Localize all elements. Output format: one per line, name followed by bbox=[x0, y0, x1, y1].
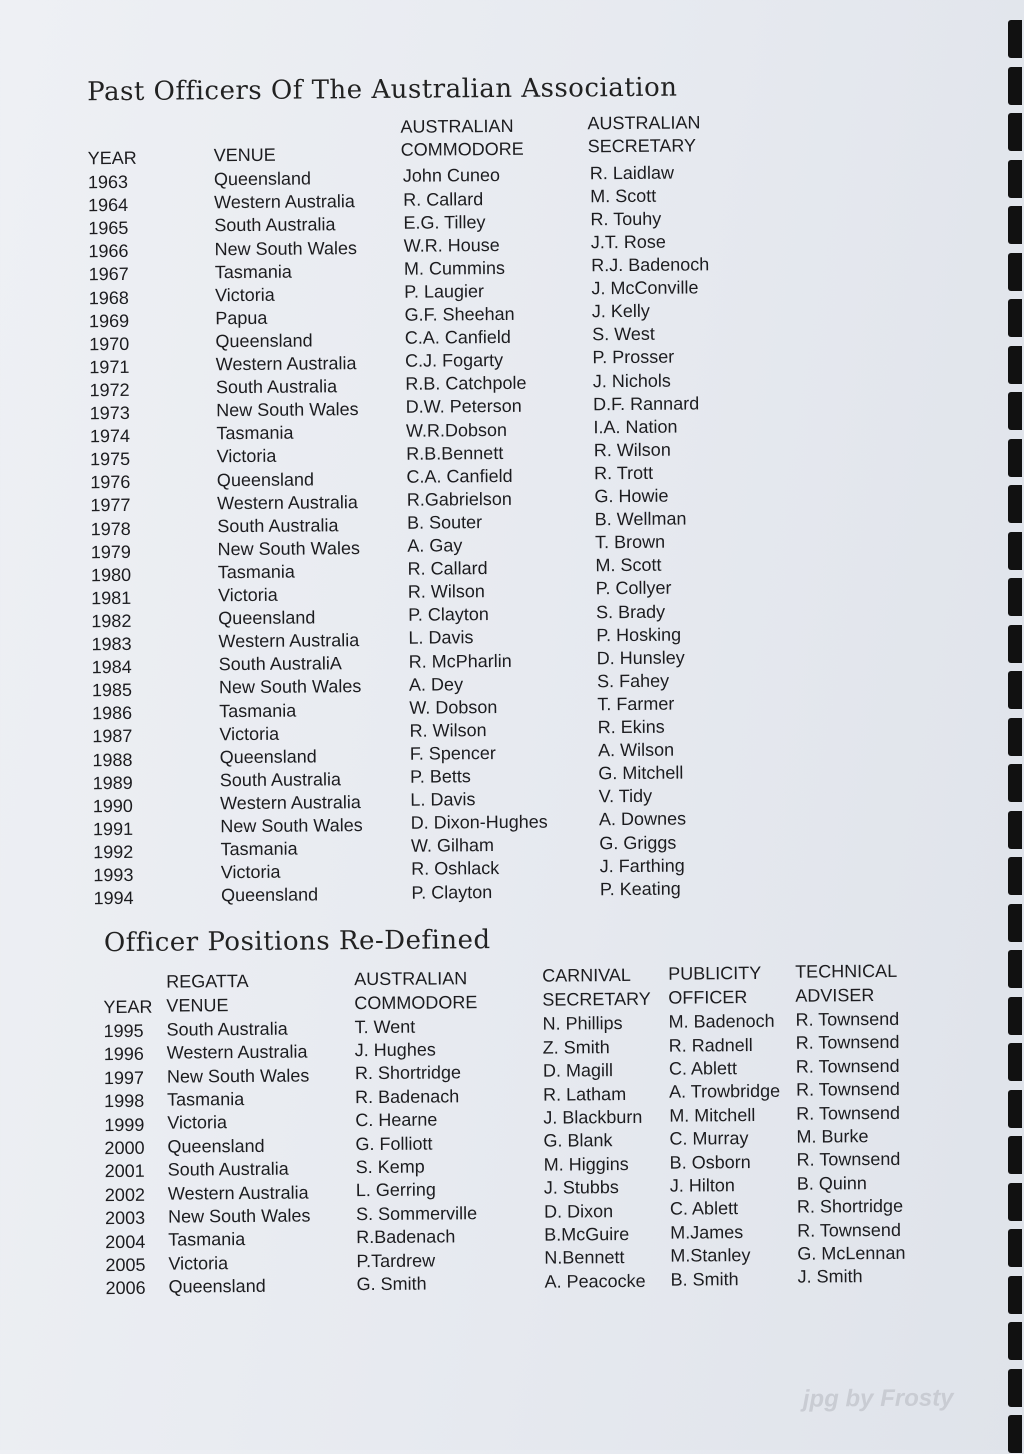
row-year-cell: 1999 bbox=[104, 1114, 145, 1135]
binding-ring bbox=[1008, 671, 1022, 709]
row-publicity-officer-cell: B. Smith bbox=[670, 1268, 739, 1290]
row-secretary-cell: J. Farthing bbox=[599, 855, 685, 876]
row-year-cell: 1974 bbox=[89, 425, 131, 447]
row-commodore-cell: J. Hughes bbox=[354, 1039, 436, 1061]
row-carnival-secretary-cell: G. Blank bbox=[543, 1130, 613, 1152]
row-year-cell: 1994 bbox=[93, 887, 134, 909]
row-year-cell: 2006 bbox=[105, 1278, 146, 1299]
row-commodore-cell: D. Dixon-Hughes bbox=[410, 811, 548, 833]
row-commodore-cell: L. Gerring bbox=[355, 1179, 436, 1201]
binding-ring bbox=[1008, 20, 1022, 58]
row-venue-cell: Tasmania bbox=[167, 1089, 245, 1110]
row-venue-cell: South Australia bbox=[215, 376, 338, 398]
row-secretary-cell: T. Farmer bbox=[597, 693, 675, 715]
binding-ring bbox=[1008, 811, 1022, 849]
row-secretary-cell: R. Ekins bbox=[597, 716, 665, 738]
binding-ring bbox=[1008, 1090, 1022, 1128]
row-publicity-officer-cell: M.Stanley bbox=[670, 1245, 751, 1266]
row-year-cell: 2000 bbox=[104, 1137, 145, 1159]
row-commodore-cell: S. Sommerville bbox=[355, 1202, 478, 1224]
row-venue-cell: Queensland bbox=[219, 746, 317, 767]
row-commodore-cell: C. Hearne bbox=[355, 1109, 438, 1131]
row-venue-cell: Western Australia bbox=[218, 630, 360, 652]
row-technical-adviser-cell: J. Smith bbox=[797, 1266, 863, 1288]
row-venue-cell: Victoria bbox=[219, 723, 280, 744]
row-commodore-cell: T. Went bbox=[354, 1016, 416, 1037]
row-carnival-secretary-cell: M. Higgins bbox=[543, 1153, 629, 1175]
row-publicity-officer-cell: M.James bbox=[670, 1221, 744, 1243]
row-venue-cell: Papua bbox=[215, 307, 268, 329]
row-year-cell: 2002 bbox=[104, 1184, 145, 1205]
row-venue-cell: Victoria bbox=[167, 1112, 228, 1134]
row-carnival-secretary-cell: N. Phillips bbox=[542, 1013, 623, 1035]
row-year-cell: 1988 bbox=[92, 749, 133, 770]
row-commodore-cell: G.F. Sheehan bbox=[404, 303, 515, 325]
row-commodore-cell: L. Davis bbox=[408, 627, 474, 649]
row-year-cell: 1970 bbox=[89, 333, 130, 354]
row-year-cell: 1995 bbox=[103, 1020, 144, 1042]
row-year-cell: 1975 bbox=[90, 449, 131, 470]
row-venue-cell: Western Australia bbox=[217, 491, 358, 513]
row-commodore-cell: R. Wilson bbox=[409, 719, 487, 741]
row-year-cell: 1966 bbox=[88, 241, 129, 262]
row-venue-cell: Queensland bbox=[167, 1135, 265, 1157]
header-commodore-line1: AUSTRALIAN bbox=[354, 967, 468, 989]
row-venue-cell: Victoria bbox=[214, 284, 275, 305]
row-year-cell: 1979 bbox=[90, 541, 131, 562]
row-year-cell: 2004 bbox=[105, 1231, 146, 1252]
row-secretary-cell: I.A. Nation bbox=[593, 416, 678, 437]
row-commodore-cell: R.B.Bennett bbox=[406, 442, 504, 464]
row-secretary-cell: R.J. Badenoch bbox=[591, 254, 710, 276]
row-publicity-officer-cell: M. Mitchell bbox=[669, 1104, 756, 1126]
binding-ring bbox=[1008, 485, 1022, 523]
binding-ring bbox=[1008, 1276, 1022, 1314]
row-commodore-cell: R. Wilson bbox=[407, 581, 485, 602]
row-year-cell: 1986 bbox=[92, 703, 133, 724]
row-secretary-cell: P. Collyer bbox=[595, 578, 672, 599]
row-carnival-secretary-cell: Z. Smith bbox=[542, 1036, 610, 1058]
row-venue-cell: Victoria bbox=[217, 584, 278, 606]
row-year-cell: 1969 bbox=[88, 310, 130, 331]
header-year-line2: YEAR bbox=[103, 996, 153, 1018]
row-technical-adviser-cell: M. Burke bbox=[796, 1126, 869, 1147]
row-publicity-officer-cell: M. Badenoch bbox=[668, 1011, 775, 1032]
row-venue-cell: New South Wales bbox=[220, 815, 363, 837]
row-commodore-cell: W. Gilham bbox=[410, 835, 495, 857]
row-venue-cell: Queensland bbox=[218, 607, 316, 629]
row-commodore-cell: C.A. Canfield bbox=[404, 326, 511, 348]
row-commodore-cell: M. Cummins bbox=[403, 257, 506, 279]
row-venue-cell: New South Wales bbox=[166, 1065, 310, 1087]
row-commodore-cell: F. Spencer bbox=[409, 742, 496, 764]
header-venue-line2: VENUE bbox=[166, 994, 229, 1016]
row-secretary-cell: T. Brown bbox=[594, 531, 666, 553]
row-commodore-cell: L. Davis bbox=[410, 789, 476, 810]
row-secretary-cell: J. Kelly bbox=[591, 300, 650, 322]
row-venue-cell: South Australia bbox=[219, 769, 342, 790]
row-commodore-cell: R. Shortridge bbox=[354, 1062, 462, 1084]
row-year-cell: 1971 bbox=[89, 356, 130, 378]
row-commodore-cell: G. Smith bbox=[356, 1273, 427, 1295]
row-publicity-officer-cell: R. Radnell bbox=[668, 1034, 753, 1056]
row-carnival-secretary-cell: D. Magill bbox=[542, 1060, 614, 1081]
row-year-cell: 1997 bbox=[103, 1067, 145, 1088]
row-commodore-cell: W.R.Dobson bbox=[405, 419, 508, 441]
binding-ring bbox=[1008, 997, 1022, 1035]
row-venue-cell: Queensland bbox=[216, 468, 315, 490]
header-secretary-line1: AUSTRALIAN bbox=[587, 112, 701, 134]
row-secretary-cell: G. Griggs bbox=[599, 832, 677, 853]
row-year-cell: 1968 bbox=[88, 287, 129, 308]
header-technical-adviser-line2: ADVISER bbox=[795, 985, 875, 1006]
spiral-binding bbox=[1000, 0, 1022, 1450]
row-year-cell: 2005 bbox=[105, 1254, 146, 1276]
binding-ring bbox=[1008, 904, 1022, 942]
row-commodore-cell: S. Kemp bbox=[355, 1156, 425, 1178]
row-commodore-cell: E.G. Tilley bbox=[403, 211, 486, 233]
binding-ring bbox=[1008, 1183, 1022, 1221]
row-commodore-cell: John Cuneo bbox=[402, 165, 501, 187]
row-venue-cell: South Australia bbox=[214, 214, 336, 236]
row-commodore-cell: R. Callard bbox=[407, 558, 488, 579]
header-technical-adviser-line1: TECHNICAL bbox=[795, 960, 898, 982]
binding-ring bbox=[1008, 578, 1022, 616]
row-venue-cell: New South Wales bbox=[218, 676, 362, 698]
row-secretary-cell: P. Hosking bbox=[596, 624, 682, 645]
row-venue-cell: New South Wales bbox=[214, 237, 358, 259]
header-commodore-line1: AUSTRALIAN bbox=[400, 115, 514, 137]
binding-ring bbox=[1008, 206, 1022, 244]
row-venue-cell: New South Wales bbox=[216, 399, 359, 421]
row-venue-cell: Western Australia bbox=[166, 1041, 308, 1063]
row-year-cell: 1972 bbox=[89, 379, 130, 401]
header-carnival-secretary-line2: SECRETARY bbox=[542, 989, 651, 1011]
row-venue-cell: Tasmania bbox=[219, 700, 297, 721]
row-secretary-cell: M. Scott bbox=[595, 555, 662, 576]
row-technical-adviser-cell: R. Shortridge bbox=[796, 1196, 904, 1217]
row-venue-cell: South AustraliA bbox=[218, 653, 342, 675]
row-secretary-cell: G. Mitchell bbox=[598, 762, 684, 784]
binding-ring bbox=[1008, 532, 1022, 570]
row-year-cell: 1993 bbox=[93, 864, 134, 886]
binding-ring bbox=[1008, 67, 1022, 105]
row-year-cell: 2001 bbox=[104, 1161, 145, 1182]
row-venue-cell: Victoria bbox=[220, 861, 281, 883]
row-year-cell: 1996 bbox=[103, 1044, 144, 1065]
row-commodore-cell: A. Gay bbox=[407, 535, 463, 556]
row-venue-cell: Victoria bbox=[168, 1252, 229, 1274]
row-venue-cell: Tasmania bbox=[220, 838, 298, 860]
row-venue-cell: South Australia bbox=[166, 1018, 288, 1040]
row-secretary-cell: R. Touhy bbox=[590, 208, 662, 230]
binding-ring bbox=[1008, 439, 1022, 477]
row-secretary-cell: J. McConville bbox=[591, 277, 699, 299]
binding-ring bbox=[1008, 392, 1022, 430]
row-secretary-cell: S. Brady bbox=[595, 601, 666, 622]
row-commodore-cell: W.R. House bbox=[403, 234, 500, 256]
row-commodore-cell: W. Dobson bbox=[409, 696, 498, 718]
row-year-cell: 2003 bbox=[104, 1207, 146, 1229]
row-commodore-cell: R. Oshlack bbox=[411, 858, 500, 880]
binding-ring bbox=[1008, 718, 1022, 756]
row-secretary-cell: S. Fahey bbox=[596, 670, 670, 692]
row-venue-cell: Victoria bbox=[216, 446, 277, 467]
row-commodore-cell: R.Badenach bbox=[356, 1226, 456, 1248]
row-commodore-cell: R. Callard bbox=[403, 188, 484, 210]
row-venue-cell: Western Australia bbox=[167, 1182, 309, 1204]
binding-ring bbox=[1008, 160, 1022, 198]
binding-ring bbox=[1008, 950, 1022, 988]
row-technical-adviser-cell: R. Townsend bbox=[795, 1055, 900, 1077]
row-commodore-cell: R. Badenach bbox=[355, 1086, 460, 1107]
row-commodore-cell: A. Dey bbox=[408, 673, 464, 695]
row-secretary-cell: P. Prosser bbox=[592, 347, 675, 368]
row-carnival-secretary-cell: B.McGuire bbox=[544, 1224, 630, 1245]
row-commodore-cell: P. Laugier bbox=[404, 281, 485, 302]
row-year-cell: 1991 bbox=[92, 818, 134, 839]
row-commodore-cell: P. Clayton bbox=[411, 881, 493, 903]
header-commodore-line2: COMMODORE bbox=[400, 138, 524, 160]
binding-ring bbox=[1008, 113, 1022, 151]
row-carnival-secretary-cell: N.Bennett bbox=[544, 1247, 625, 1269]
header-commodore-line2: COMMODORE bbox=[354, 991, 478, 1013]
binding-ring bbox=[1008, 1136, 1022, 1174]
row-publicity-officer-cell: B. Osborn bbox=[669, 1151, 751, 1173]
row-venue-cell: Queensland bbox=[168, 1276, 266, 1297]
section2-title: Officer Positions Re-Defined bbox=[103, 925, 491, 959]
header-publicity-officer-line2: OFFICER bbox=[668, 987, 748, 1008]
row-technical-adviser-cell: R. Townsend bbox=[795, 1032, 900, 1054]
binding-ring bbox=[1008, 299, 1022, 337]
row-secretary-cell: V. Tidy bbox=[598, 786, 653, 807]
header-year: YEAR bbox=[87, 147, 137, 169]
row-secretary-cell: M. Scott bbox=[590, 185, 657, 206]
row-year-cell: 1980 bbox=[90, 564, 132, 585]
binding-ring bbox=[1008, 764, 1022, 802]
row-year-cell: 1984 bbox=[91, 656, 132, 678]
row-publicity-officer-cell: C. Ablett bbox=[669, 1198, 739, 1220]
binding-ring bbox=[1008, 1043, 1022, 1081]
row-venue-cell: New South Wales bbox=[167, 1205, 311, 1227]
row-technical-adviser-cell: R. Townsend bbox=[795, 1079, 900, 1100]
row-commodore-cell: R.Gabrielson bbox=[406, 488, 512, 510]
row-commodore-cell: P. Betts bbox=[410, 766, 471, 787]
row-carnival-secretary-cell: A. Peacocke bbox=[544, 1270, 646, 1292]
row-technical-adviser-cell: G. McLennan bbox=[797, 1242, 906, 1264]
row-secretary-cell: D. Hunsley bbox=[596, 647, 685, 668]
row-carnival-secretary-cell: J. Blackburn bbox=[543, 1106, 643, 1128]
row-publicity-officer-cell: C. Ablett bbox=[668, 1058, 738, 1079]
row-venue-cell: Queensland bbox=[213, 168, 312, 190]
row-secretary-cell: R. Wilson bbox=[593, 439, 671, 461]
row-publicity-officer-cell: C. Murray bbox=[669, 1128, 749, 1149]
row-venue-cell: Tasmania bbox=[214, 261, 292, 282]
row-secretary-cell: R. Laidlaw bbox=[589, 162, 674, 183]
row-venue-cell: South Australia bbox=[217, 514, 339, 536]
row-venue-cell: Western Australia bbox=[214, 191, 355, 213]
row-year-cell: 1987 bbox=[92, 726, 133, 747]
row-technical-adviser-cell: R. Townsend bbox=[796, 1149, 901, 1171]
row-year-cell: 1977 bbox=[90, 495, 131, 516]
binding-ring bbox=[1008, 1229, 1022, 1267]
row-venue-cell: South Australia bbox=[167, 1158, 289, 1180]
row-secretary-cell: S. West bbox=[592, 324, 655, 345]
row-carnival-secretary-cell: R. Latham bbox=[543, 1083, 627, 1105]
row-year-cell: 1964 bbox=[88, 194, 129, 216]
row-venue-cell: Tasmania bbox=[216, 422, 294, 444]
section1-title: Past Officers Of The Australian Association bbox=[87, 72, 678, 108]
row-commodore-cell: P.Tardrew bbox=[356, 1250, 436, 1271]
row-publicity-officer-cell: A. Trowbridge bbox=[669, 1081, 781, 1103]
row-venue-cell: Western Australia bbox=[215, 353, 357, 375]
row-venue-cell: Tasmania bbox=[168, 1229, 246, 1251]
row-technical-adviser-cell: R. Townsend bbox=[796, 1102, 901, 1124]
row-secretary-cell: G. Howie bbox=[594, 485, 669, 507]
watermark: jpg by Frosty bbox=[802, 1384, 954, 1413]
header-carnival-secretary-line1: CARNIVAL bbox=[542, 965, 631, 987]
header-secretary-line2: SECRETARY bbox=[587, 135, 697, 157]
row-commodore-cell: R.B. Catchpole bbox=[405, 373, 527, 395]
row-technical-adviser-cell: R. Townsend bbox=[795, 1008, 900, 1030]
row-year-cell: 1992 bbox=[93, 841, 134, 863]
row-carnival-secretary-cell: J. Stubbs bbox=[543, 1177, 619, 1198]
binding-ring bbox=[1008, 253, 1022, 291]
row-publicity-officer-cell: J. Hilton bbox=[669, 1175, 735, 1196]
row-carnival-secretary-cell: D. Dixon bbox=[543, 1200, 614, 1222]
header-venue: VENUE bbox=[213, 144, 276, 166]
row-year-cell: 1965 bbox=[88, 218, 129, 239]
row-secretary-cell: P. Keating bbox=[599, 878, 681, 899]
row-year-cell: 1973 bbox=[89, 402, 130, 424]
header-venue-line1: REGATTA bbox=[166, 970, 249, 992]
row-year-cell: 1963 bbox=[87, 171, 129, 193]
row-secretary-cell: D.F. Rannard bbox=[593, 393, 700, 414]
row-secretary-cell: J.T. Rose bbox=[590, 231, 666, 253]
row-year-cell: 1983 bbox=[91, 633, 132, 655]
row-year-cell: 1978 bbox=[90, 518, 131, 539]
binding-ring bbox=[1008, 1415, 1022, 1453]
row-venue-cell: Queensland bbox=[220, 884, 319, 906]
binding-ring bbox=[1008, 346, 1022, 384]
row-year-cell: 1982 bbox=[91, 610, 132, 632]
row-venue-cell: Tasmania bbox=[217, 561, 295, 583]
row-year-cell: 1981 bbox=[91, 587, 132, 609]
binding-ring bbox=[1008, 625, 1022, 663]
row-commodore-cell: D.W. Peterson bbox=[405, 396, 522, 418]
row-year-cell: 1967 bbox=[88, 264, 129, 285]
row-commodore-cell: R. McPharlin bbox=[408, 650, 512, 672]
row-technical-adviser-cell: B. Quinn bbox=[796, 1172, 867, 1194]
row-year-cell: 1989 bbox=[92, 772, 133, 793]
binding-ring bbox=[1008, 1322, 1022, 1360]
header-publicity-officer-line1: PUBLICITY bbox=[668, 963, 762, 984]
row-year-cell: 1990 bbox=[92, 795, 133, 816]
binding-ring bbox=[1008, 1369, 1022, 1407]
binding-ring bbox=[1008, 857, 1022, 895]
row-secretary-cell: A. Wilson bbox=[597, 739, 675, 761]
row-secretary-cell: B. Wellman bbox=[594, 508, 687, 530]
row-commodore-cell: P. Clayton bbox=[408, 604, 489, 626]
row-secretary-cell: J. Nichols bbox=[592, 370, 671, 391]
row-venue-cell: Western Australia bbox=[220, 791, 361, 814]
row-commodore-cell: C.J. Fogarty bbox=[405, 350, 504, 371]
row-year-cell: 1976 bbox=[90, 472, 131, 493]
row-commodore-cell: B. Souter bbox=[406, 512, 483, 533]
row-secretary-cell: R. Trott bbox=[594, 462, 654, 484]
row-technical-adviser-cell: R. Townsend bbox=[797, 1219, 901, 1241]
row-commodore-cell: C.A. Canfield bbox=[406, 465, 513, 487]
row-year-cell: 1985 bbox=[91, 680, 133, 701]
row-commodore-cell: G. Folliott bbox=[355, 1133, 433, 1154]
row-venue-cell: New South Wales bbox=[217, 537, 361, 560]
row-venue-cell: Queensland bbox=[215, 330, 313, 352]
row-year-cell: 1998 bbox=[104, 1090, 145, 1112]
row-secretary-cell: A. Downes bbox=[598, 808, 687, 830]
